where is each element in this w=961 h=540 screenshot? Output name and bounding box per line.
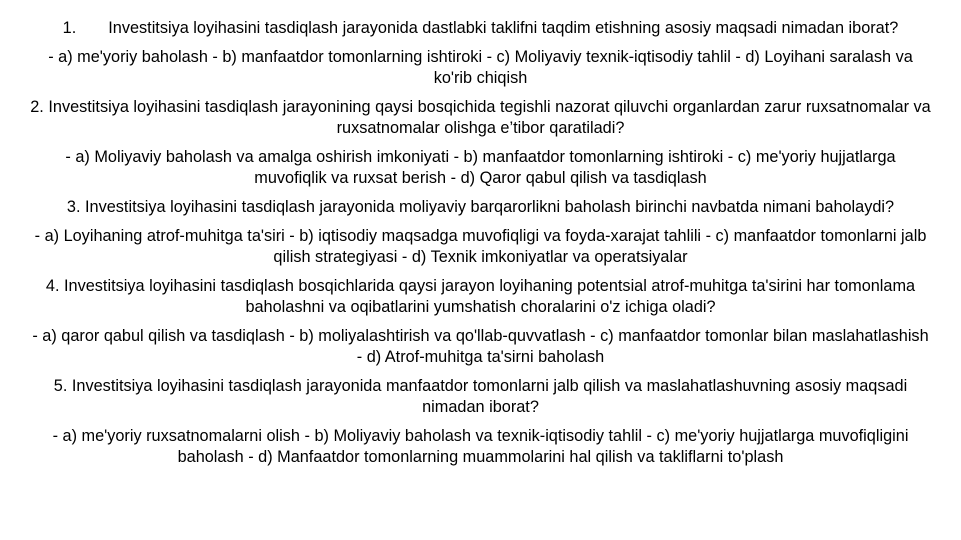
question-block-4	[28, 276, 933, 318]
answer-options: - a) me'yoriy baholash - b) manfaatdor tomonlarning ishtiroki - c) Moliyaviy texnik-iqtisodiy tahlil - d) Loyihani saralash va ko'rib chiqish	[48, 48, 913, 87]
question-number: 1.	[62, 19, 77, 37]
options-block-2	[28, 147, 933, 189]
question-block-3	[28, 197, 933, 218]
answer-options: - a) Moliyaviy baholash va amalga oshirish imkoniyati - b) manfaatdor tomonlarning ishtiroki - c) me'yoriy hujjatlarga muvofiqlik va ruxsat berish - d) Qaror qabul qilish va tasdiqlash	[65, 148, 896, 187]
answer-options: - a) Loyihaning atrof-muhitga ta'siri - b) iqtisodiy maqsadga muvofiqligi va foyda-xarajat tahlili - c) manfaatdor tomonlarni jalb qilish strategiyasi - d) Texnik imkoniyatlar va operatsiyalar	[34, 227, 927, 266]
question-text: 3. Investitsiya loyihasini tasdiqlash jarayonida moliyaviy barqarorlikni baholash birinchi navbatda nimani baholaydi?	[66, 198, 895, 216]
question-block-5	[28, 376, 933, 418]
answer-options: - a) me'yoriy ruxsatnomalarni olish - b) Moliyaviy baholash va texnik-iqtisodiy tahlil - c) me'yoriy hujjatlarga muvofiqligini baholash - d) Manfaatdor tomonlarning muammolarini hal qilish va takliflarni to'plash	[52, 427, 909, 466]
question-block-1	[28, 18, 933, 39]
question-number: 5.	[53, 377, 68, 395]
slide-content	[28, 18, 933, 528]
options-block-4	[28, 326, 933, 368]
question-text: 2. Investitsiya loyihasini tasdiqlash jarayonining qaysi bosqichida tegishli nazorat qiluvchi organlardan zarur ruxsatnomalar va ruxsatnomalar olishga e’tibor qaratiladi?	[30, 98, 931, 137]
question-text: 5. Investitsiya loyihasini tasdiqlash jarayonida manfaatdor tomonlarni jalb qilish va maslahatlashuvning asosiy maqsadi nimadan iborat?	[53, 377, 908, 416]
answer-options: - a) qaror qabul qilish va tasdiqlash - b) moliyalashtirish va qo'llab-quvvatlash - c) manfaatdor tomonlar bilan maslahatlashish - d) Atrof-muhitga ta'sirni baholash	[32, 327, 929, 366]
options-block-5	[28, 426, 933, 468]
question-text: 4. Investitsiya loyihasini tasdiqlash bosqichlarida qaysi jarayon loyihaning potentsial atrof-muhitga ta'sirini har tomonlama baholashni va oqibatlarini yumshatish choralarini o'z ichiga oladi?	[45, 277, 916, 316]
question-block-2	[28, 97, 933, 139]
options-block-3	[28, 226, 933, 268]
options-block-1	[28, 47, 933, 89]
question-text: 1. Investitsiya loyihasini tasdiqlash jarayonida dastlabki taklifni taqdim etishning asosiy maqsadi nimadan iborat?	[62, 19, 899, 37]
question-number: 3.	[66, 198, 81, 216]
question-number: 4.	[45, 277, 60, 295]
question-number: 2.	[30, 98, 44, 116]
